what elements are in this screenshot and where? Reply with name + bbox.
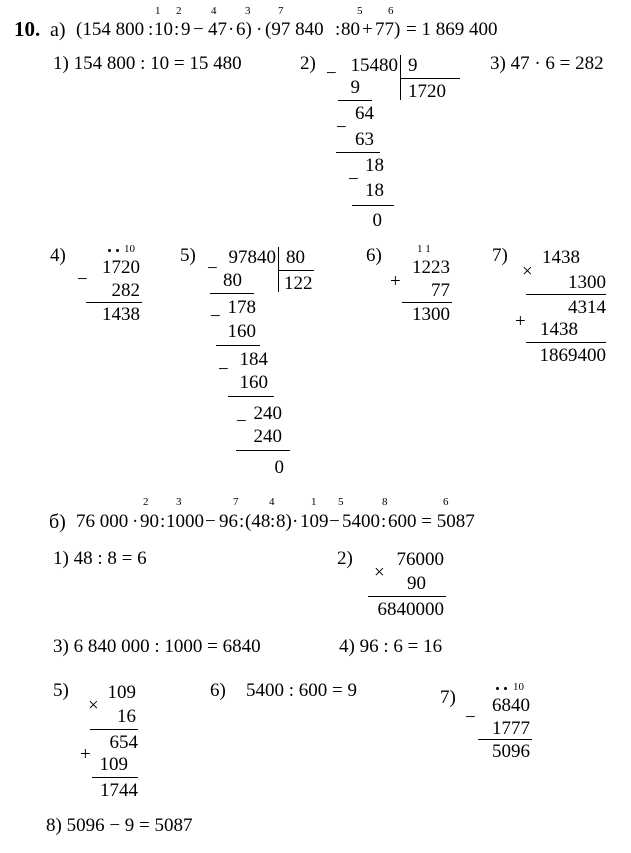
minus-sign: −	[210, 306, 221, 327]
expr-segment: ·	[256, 19, 263, 40]
expr-segment: 90	[140, 511, 159, 532]
division-row: 240	[253, 426, 282, 447]
order-mark: 3	[176, 496, 182, 508]
division-row: 160	[227, 321, 256, 342]
task-number: 10.	[14, 17, 41, 41]
expr-segment: :	[239, 511, 245, 532]
step-a4-label: 4)	[50, 245, 66, 266]
addend: 77	[431, 280, 450, 301]
expr-segment: = 1 869 400	[406, 19, 498, 40]
addend: 1223	[412, 257, 450, 278]
plus-sign: +	[515, 311, 526, 332]
division-row: 63	[355, 129, 374, 150]
order-mark: 4	[211, 5, 217, 17]
times-sign: ×	[88, 695, 99, 716]
expr-segment: 76 000	[76, 511, 129, 532]
expr-segment: −	[329, 511, 340, 532]
step-a2-label: 2)	[300, 53, 316, 74]
product: 1744	[100, 780, 138, 801]
step-b4: 4) 96 : 6 = 16	[339, 636, 443, 657]
order-mark: 2	[176, 5, 182, 17]
expr-segment: :	[335, 19, 341, 40]
dividend: 15480	[350, 55, 398, 76]
expr-segment: ·	[228, 19, 235, 40]
order-mark: 8	[382, 496, 388, 508]
factor: 1300	[568, 272, 606, 293]
minus-sign: −	[77, 269, 88, 290]
step-a3: 3) 47 · 6 = 282	[490, 53, 604, 74]
division-row: 18	[365, 180, 384, 201]
order-mark: 2	[143, 496, 149, 508]
division-row: 80	[223, 270, 242, 291]
part-b-label: б)	[49, 511, 66, 533]
expr-segment: ·	[292, 511, 299, 532]
partial-product: 109	[99, 754, 128, 775]
division-row: 64	[355, 103, 374, 124]
step-b3: 3) 6 840 000 : 1000 = 6840	[53, 636, 261, 657]
step-a6-label: 6)	[366, 245, 382, 266]
expr-segment: +	[362, 19, 373, 40]
expr-segment: −	[193, 19, 204, 40]
step-b2-label: 2)	[337, 548, 353, 569]
minus-sign: −	[236, 411, 247, 432]
division-row: 18	[365, 155, 384, 176]
sum: 1300	[412, 304, 450, 325]
carry-mark: 10	[124, 243, 135, 255]
step-a7-label: 7)	[492, 245, 508, 266]
expr-segment: :	[174, 19, 180, 40]
partial-product: 4314	[568, 297, 606, 318]
expr-segment: (48	[245, 511, 271, 532]
times-sign: ×	[374, 562, 385, 583]
minuend: 6840	[492, 695, 530, 716]
carry-mark: 10	[513, 681, 524, 693]
subtrahend: 282	[111, 280, 140, 301]
order-mark: 7	[278, 5, 284, 17]
plus-sign: +	[80, 744, 91, 765]
partial-product: 1438	[540, 319, 578, 340]
expr-segment: 600 = 5087	[388, 511, 475, 532]
order-mark: 3	[245, 5, 251, 17]
factor: 109	[107, 682, 136, 703]
expr-segment: (154 800	[76, 19, 145, 40]
step-b7-label: 7)	[440, 687, 456, 708]
minus-sign: −	[326, 63, 337, 84]
order-mark: 1	[155, 5, 161, 17]
step-b1: 1) 48 : 8 = 6	[53, 548, 147, 569]
division-row: 160	[239, 372, 268, 393]
step-a5-label: 5)	[180, 245, 196, 266]
division-row: 184	[239, 349, 268, 370]
factor: 16	[117, 706, 136, 727]
partial-product: 654	[109, 732, 138, 753]
division-row: 0	[274, 457, 284, 478]
part-a-label: а)	[50, 19, 66, 41]
factor: 90	[407, 573, 426, 594]
expr-segment: 6)	[236, 19, 252, 40]
expr-segment: :	[160, 511, 166, 532]
expr-segment: :	[381, 511, 387, 532]
divisor: 80	[286, 247, 305, 268]
order-mark: 5	[338, 496, 344, 508]
difference: 1438	[102, 304, 140, 325]
minuend: 1720	[102, 257, 140, 278]
minus-sign: −	[465, 707, 476, 728]
times-sign: ×	[522, 261, 533, 282]
expr-segment: 8)	[276, 511, 292, 532]
expr-segment: 80	[341, 19, 360, 40]
division-row: 0	[372, 210, 382, 231]
order-mark: 6	[388, 5, 394, 17]
minus-sign: −	[207, 258, 218, 279]
expr-segment: 10	[154, 19, 173, 40]
step-b6: 5400 : 600 = 9	[246, 680, 357, 701]
product: 1869400	[539, 345, 606, 366]
carry-mark: 1 1	[417, 243, 431, 255]
expr-segment: 1000	[166, 511, 204, 532]
factor: 1438	[542, 247, 580, 268]
quotient: 122	[284, 273, 313, 294]
dividend: 97840	[228, 247, 276, 268]
minus-sign: −	[218, 359, 229, 380]
expr-segment: :	[148, 19, 154, 40]
division-row: 9	[350, 77, 360, 98]
product: 6840000	[377, 599, 444, 620]
expr-segment: 96	[219, 511, 238, 532]
step-a1: 1) 154 800 : 10 = 15 480	[53, 53, 242, 74]
expr-segment: (97 840	[265, 19, 324, 40]
order-mark: 5	[357, 5, 363, 17]
subtrahend: 1777	[492, 718, 530, 739]
expr-segment: ·	[132, 511, 139, 532]
order-mark: 7	[233, 496, 239, 508]
divisor: 9	[408, 55, 418, 76]
expr-segment: 5400	[342, 511, 380, 532]
expr-segment: :	[270, 511, 276, 532]
minus-sign: −	[348, 169, 359, 190]
expr-segment: 9	[181, 19, 191, 40]
step-b8: 8) 5096 − 9 = 5087	[46, 815, 193, 836]
expr-segment: 47	[208, 19, 227, 40]
expr-segment: 109	[300, 511, 329, 532]
difference: 5096	[492, 741, 530, 762]
expr-segment: 77)	[375, 19, 401, 40]
minus-sign: −	[336, 117, 347, 138]
order-mark: 1	[311, 496, 317, 508]
factor: 76000	[396, 549, 444, 570]
step-b6-label: 6)	[210, 680, 226, 701]
order-mark: 6	[443, 496, 449, 508]
division-row: 240	[253, 403, 282, 424]
expr-segment: −	[205, 511, 216, 532]
order-mark: 4	[269, 496, 275, 508]
plus-sign: +	[390, 271, 401, 292]
step-b5-label: 5)	[53, 680, 69, 701]
division-row: 178	[227, 297, 256, 318]
quotient: 1720	[408, 81, 446, 102]
